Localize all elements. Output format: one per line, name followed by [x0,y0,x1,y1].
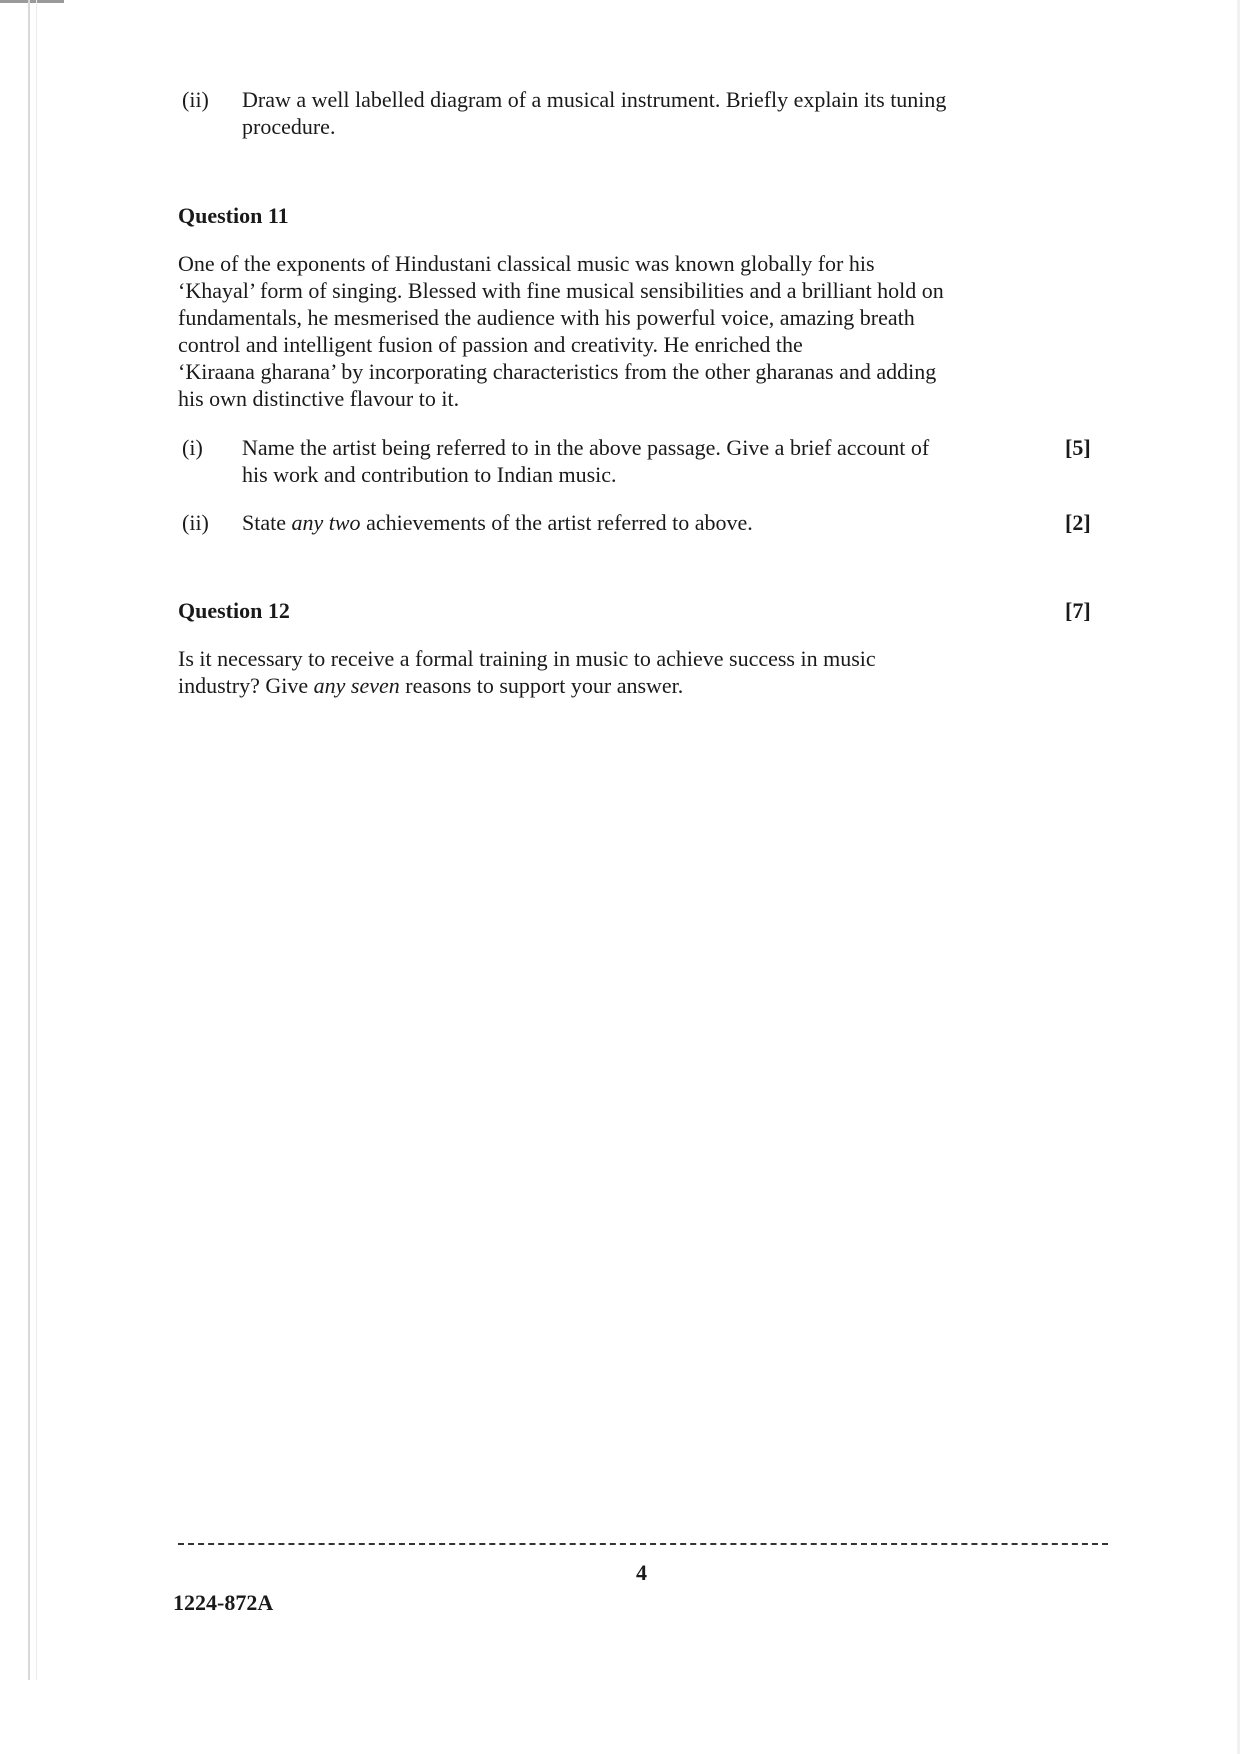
part-text-emphasis: any two [291,510,361,535]
part-number: (ii) [182,87,209,112]
part-number: (ii) [182,510,209,535]
question-text-emphasis: any seven [313,673,400,698]
question-11-part-i [178,434,1098,488]
footer-divider [178,1543,1108,1545]
part-text [242,509,1045,536]
question-11-part-ii [178,509,1098,536]
prev-question-part-ii [178,86,1098,140]
passage-line: ‘Khayal’ form of singing. Blessed with fine musical sensibilities and a brilliant hold on [178,278,944,303]
scan-edge-left [28,0,30,1680]
part-number: (i) [182,435,203,460]
passage-line: fundamentals, he mesmerised the audience with his powerful voice, amazing breath [178,305,915,330]
question-text-line: Is it necessary to receive a formal training in music to achieve success in music [178,646,876,671]
question-title: Question 11 [178,203,289,228]
passage-line: ‘Kiraana gharana’ by incorporating characteristics from the other gharanas and adding [178,359,937,384]
page-number: 4 [636,1560,647,1585]
part-text-segment: State [242,510,292,535]
part-text-segment: achievements of the artist referred to above. [360,510,753,535]
passage-line: One of the exponents of Hindustani classical music was known globally for his [178,251,875,276]
passage-line: control and intelligent fusion of passion and creativity. He enriched the [178,332,803,357]
page-content [178,86,1098,699]
part-text-line: Draw a well labelled diagram of a musical instrument. Briefly explain its tuning [242,87,947,112]
part-text [242,86,1045,140]
scan-edge-top [0,0,64,3]
question-text-segment: reasons to support your answer. [399,673,684,698]
part-text-line: procedure. [242,114,336,139]
question-text-line [178,672,1048,699]
marks-label: [7] [1065,598,1091,623]
paper-code: 1224-872A [173,1590,274,1615]
question-title: Question 12 [178,598,290,623]
question-11-passage [178,250,1048,412]
part-text-line: Name the artist being referred to in the above passage. Give a brief account of [242,435,930,460]
part-text-line: his work and contribution to Indian music. [242,462,617,487]
question-12-text [178,645,1048,699]
passage-line: his own distinctive flavour to it. [178,386,460,411]
marks-label: [2] [1065,510,1091,535]
question-11-heading [178,202,1098,229]
question-text-segment: industry? Give [178,673,314,698]
scan-edge-left-inner [36,0,37,1680]
part-text [242,434,1045,488]
marks-label: [5] [1065,435,1091,460]
question-12-heading [178,597,1098,624]
